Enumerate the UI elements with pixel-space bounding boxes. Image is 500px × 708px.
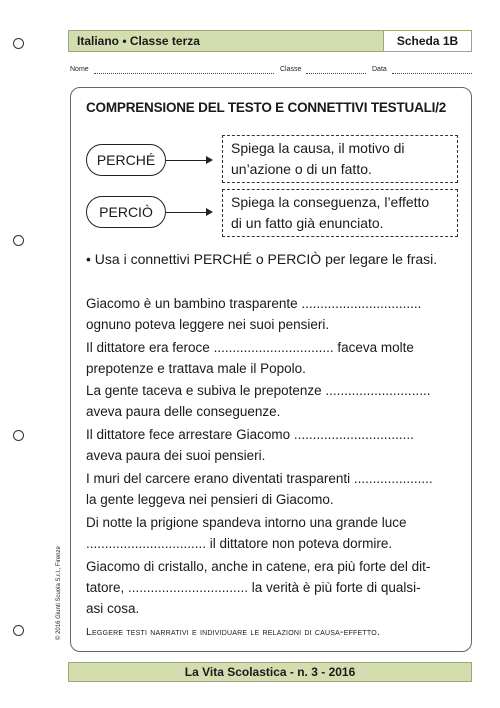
- definition-line: Spiega la causa, il motivo di: [231, 140, 405, 156]
- arrow-right-icon: [206, 156, 213, 164]
- worksheet-title: COMPRENSIONE DEL TESTO E CONNETTIVI TESTUALI/2: [86, 100, 447, 115]
- exercise-line: asi cosa.: [86, 601, 140, 616]
- date-label: Data: [372, 66, 387, 73]
- date-field[interactable]: [392, 73, 472, 74]
- exercise-line: tatore, ................................ la verità è più forte di qualsi-: [86, 580, 421, 595]
- exercise-line: I muri del carcere erano diventati trasparenti .....................: [86, 471, 433, 486]
- exercise-line: aveva paura dei suoi pensieri.: [86, 448, 266, 463]
- exercise-line: Giacomo di cristallo, anche in catene, era più forte del dit-: [86, 559, 431, 574]
- arrow-line: [166, 212, 208, 213]
- definition-line: di un fatto già enunciato.: [231, 215, 384, 231]
- binder-hole-icon: [13, 625, 24, 636]
- copyright-notice: © 2016 Giunti Scuola S.r.l., Firenze: [56, 546, 62, 640]
- binder-hole-icon: [13, 430, 24, 441]
- learning-objective: Leggere testi narrativi e individuare le relazioni di causa-effetto.: [86, 626, 380, 638]
- class-label: Classe: [280, 66, 302, 73]
- binder-hole-icon: [13, 235, 24, 246]
- exercise-item[interactable]: [86, 380, 464, 422]
- connective-perche: PERCHÉ: [86, 144, 166, 176]
- exercise-item[interactable]: [86, 512, 464, 554]
- subject-label: Italiano • Classe terza: [77, 34, 200, 48]
- exercise-line: Di notte la prigione spandeva intorno una grande luce: [86, 515, 407, 530]
- student-info-line: [70, 66, 472, 80]
- exercise-line: prepotenze e trattava male il Popolo.: [86, 361, 306, 376]
- definition-line: Spiega la conseguenza, l’effetto: [231, 194, 430, 210]
- name-label: Nome: [70, 66, 89, 73]
- exercise-line: la gente leggeva nei pensieri di Giacomo.: [86, 492, 334, 507]
- header-bar: [68, 30, 472, 52]
- scheda-label: Scheda 1B: [383, 31, 471, 51]
- exercise-item[interactable]: [86, 468, 464, 510]
- binder-hole-icon: [13, 38, 24, 49]
- connective-percio: PERCIÒ: [86, 196, 166, 228]
- arrow-line: [166, 160, 208, 161]
- exercise-line: Il dittatore era feroce ................................ faceva molte: [86, 340, 414, 355]
- instruction: • Usa i connettivi PERCHÉ o PERCIÒ per legare le frasi.: [86, 251, 438, 267]
- definition-perche: [222, 135, 458, 183]
- name-field[interactable]: [94, 73, 274, 74]
- exercise-item[interactable]: [86, 293, 464, 335]
- definition-line: un’azione o di un fatto.: [231, 161, 372, 177]
- exercise-line: ................................ il dittatore non poteva dormire.: [86, 536, 393, 551]
- exercise-line: Il dittatore fece arrestare Giacomo ................................: [86, 427, 414, 442]
- exercise-line: ognuno poteva leggere nei suoi pensieri.: [86, 317, 330, 332]
- definition-percio: [222, 189, 458, 237]
- exercise-item[interactable]: [86, 337, 464, 379]
- footer-bar: La Vita Scolastica - n. 3 - 2016: [68, 662, 472, 682]
- exercise-line: aveva paura delle conseguenze.: [86, 404, 281, 419]
- exercise-line: Giacomo è un bambino trasparente ................................: [86, 296, 422, 311]
- class-field[interactable]: [306, 73, 366, 74]
- arrow-right-icon: [206, 208, 213, 216]
- exercise-item[interactable]: [86, 424, 464, 466]
- exercise-line: La gente taceva e subiva le prepotenze ............................: [86, 383, 431, 398]
- exercise-item[interactable]: [86, 556, 464, 619]
